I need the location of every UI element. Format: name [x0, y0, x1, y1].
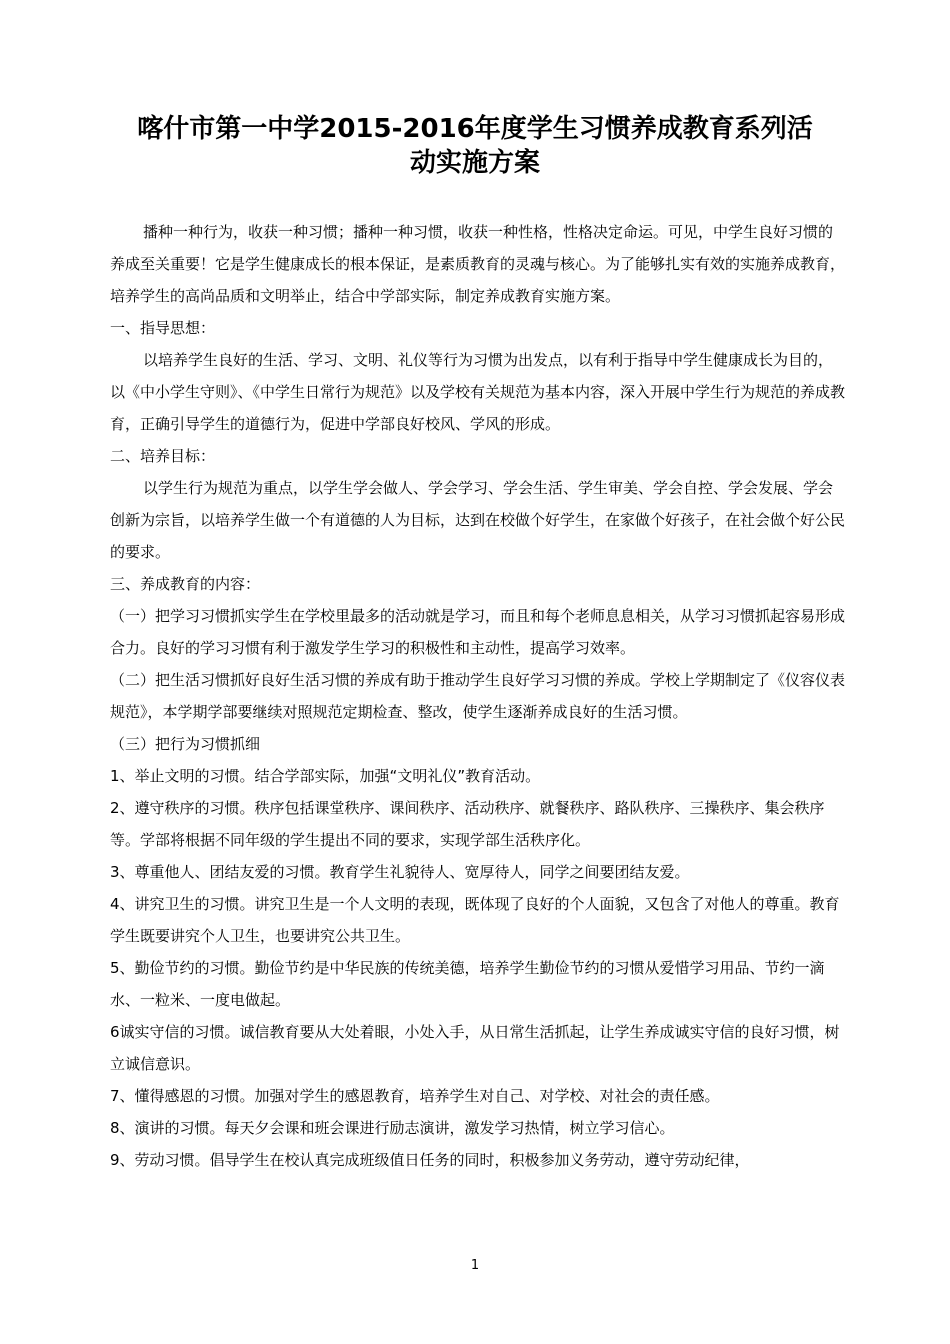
section-body-guiding: 以培养学生良好的生活、学习、文明、礼仪等行为习惯为出发点，以有利于指导中学生健康成长为目的，以《中小学生守则》、《中学生日常行为规范》以及学校有关规范为基本内容，深入开展中学生行为规范的养成教育，正确引导学生的道德行为，促进中学部良好校风、学风的形成。	[110, 351, 846, 433]
section-heading-content: 三、养成教育的内容：	[110, 575, 261, 593]
list-item: 5、勤俭节约的习惯。勤俭节约是中华民族的传统美德，培养学生勤俭节约的习惯从爱惜学习用品、节约一滴水、一粒米、一度电做起。	[110, 959, 825, 1009]
list-item: 6诚实守信的习惯。诚信教育要从大处着眼，小处入手，从日常生活抓起，让学生养成诚实守信的良好习惯，树立诚信意识。	[110, 1023, 840, 1073]
section-heading-goals: 二、培养目标：	[110, 447, 216, 465]
list-item: 1、举止文明的习惯。结合学部实际，加强“文明礼仪”教育活动。	[110, 767, 541, 785]
intro-paragraph: 播种一种行为，收获一种习惯；播种一种习惯，收获一种性格，性格决定命运。可见，中学生良好习惯的养成至关重要！它是学生健康成长的根本保证，是素质教育的灵魂与核心。为了能够扎实有效的实施养成教育，培养学生的高尚品质和文明举止，结合中学部实际，制定养成教育实施方案。	[110, 223, 846, 305]
subsection-life-habits: （二）把生活习惯抓好良好生活习惯的养成有助于推动学生良好学习习惯的养成。学校上学期制定了《仪容仪表规范》，本学期学部要继续对照规范定期检查、整改，使学生逐渐养成良好的生活习惯。	[110, 671, 846, 721]
document-title	[100, 112, 850, 180]
section-heading-guiding: 一、指导思想：	[110, 319, 216, 337]
document-body	[110, 216, 845, 1176]
list-item: 4、讲究卫生的习惯。讲究卫生是一个人文明的表现，既体现了良好的个人面貌，又包含了对他人的尊重。教育学生既要讲究个人卫生，也要讲究公共卫生。	[110, 895, 840, 945]
list-item: 9、劳动习惯。倡导学生在校认真完成班级值日任务的同时，积极参加义务劳动，遵守劳动纪律，	[110, 1151, 750, 1169]
section-body-goals: 以学生行为规范为重点，以学生学会做人、学会学习、学会生活、学生审美、学会自控、学会发展、学会创新为宗旨，以培养学生做一个有道德的人为目标，达到在校做个好学生，在家做个好孩子，在社会做个好公民的要求。	[110, 479, 846, 561]
subsection-study-habits: （一）把学习习惯抓实学生在学校里最多的活动就是学习，而且和每个老师息息相关，从学习习惯抓起容易形成合力。良好的学习习惯有利于激发学生学习的积极性和主动性，提高学习效率。	[110, 607, 846, 657]
list-item: 2、遵守秩序的习惯。秩序包括课堂秩序、课间秩序、活动秩序、就餐秩序、路队秩序、三操秩序、集会秩序等。学部将根据不同年级的学生提出不同的要求，实现学部生活秩序化。	[110, 799, 825, 849]
page-number: 1	[470, 1258, 480, 1273]
subsection-behavior-habits: （三）把行为习惯抓细	[110, 735, 261, 753]
title-line-2: 动实施方案	[409, 148, 540, 178]
list-item: 7、懂得感恩的习惯。加强对学生的感恩教育，培养学生对自己、对学校、对社会的责任感。	[110, 1087, 720, 1105]
list-item: 8、演讲的习惯。每天夕会课和班会课进行励志演讲，激发学习热情，树立学习信心。	[110, 1119, 675, 1137]
list-item: 3、尊重他人、团结友爱的习惯。教育学生礼貌待人、宽厚待人，同学之间要团结友爱。	[110, 863, 690, 881]
title-line-1: 喀什市第一中学2015-2016年度学生习惯养成教育系列活	[137, 114, 813, 144]
